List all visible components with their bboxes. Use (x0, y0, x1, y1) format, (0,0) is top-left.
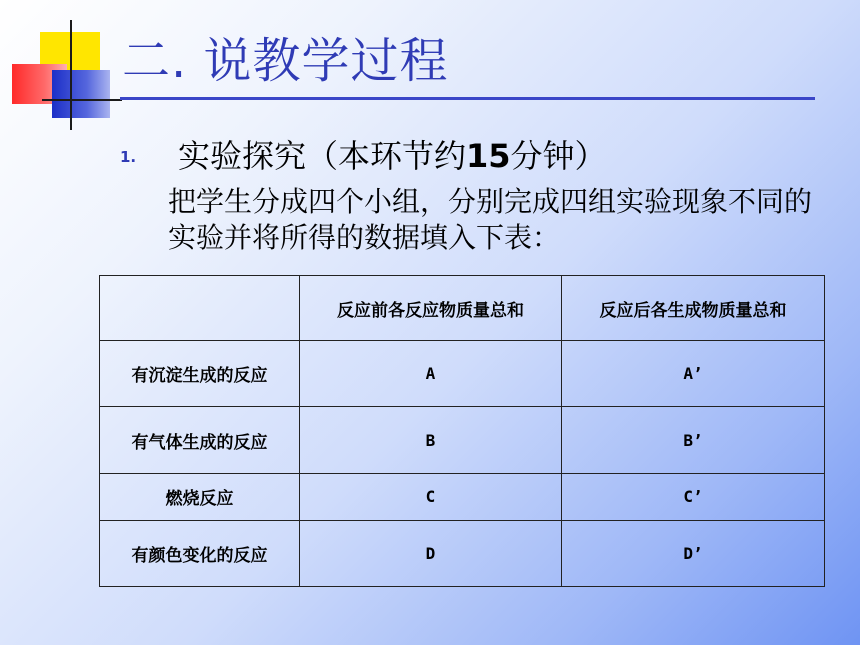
cell-after: B’ (562, 407, 825, 473)
row-label: 有颜色变化的反应 (100, 520, 300, 586)
row-label: 燃烧反应 (100, 473, 300, 520)
section-heading-text-end: 分钟） (510, 137, 607, 175)
section-heading (178, 131, 607, 177)
cell-before: C (300, 473, 562, 520)
title-underline (120, 97, 815, 100)
row-label: 有沉淀生成的反应 (100, 341, 300, 407)
cell-after: D’ (562, 520, 825, 586)
table-header-empty (100, 276, 300, 341)
table-row (100, 473, 825, 520)
cell-before: A (300, 341, 562, 407)
section-number: 1. (120, 148, 137, 166)
cell-after: C’ (562, 473, 825, 520)
cell-after: A’ (562, 341, 825, 407)
table-header-row (100, 276, 825, 341)
table-row (100, 341, 825, 407)
data-table (99, 275, 825, 587)
cell-before: D (300, 520, 562, 586)
slide-title: 二. 说教学过程 (122, 33, 449, 89)
row-label: 有气体生成的反应 (100, 407, 300, 473)
decor-horizontal-line (42, 99, 122, 101)
table-row (100, 520, 825, 586)
cell-before: B (300, 407, 562, 473)
table-header-after: 反应后各生成物质量总和 (562, 276, 825, 341)
table-row (100, 407, 825, 473)
section-heading-text: 实验探究（本环节约 (178, 137, 467, 175)
table-header-before: 反应前各反应物质量总和 (300, 276, 562, 341)
decor-blue-square (52, 70, 110, 118)
decor-vertical-line (70, 20, 72, 130)
section-heading-number: 15 (466, 137, 511, 175)
instruction-paragraph: 把学生分成四个小组，分别完成四组实验现象不同的实验并将所得的数据填入下表： (168, 185, 813, 254)
